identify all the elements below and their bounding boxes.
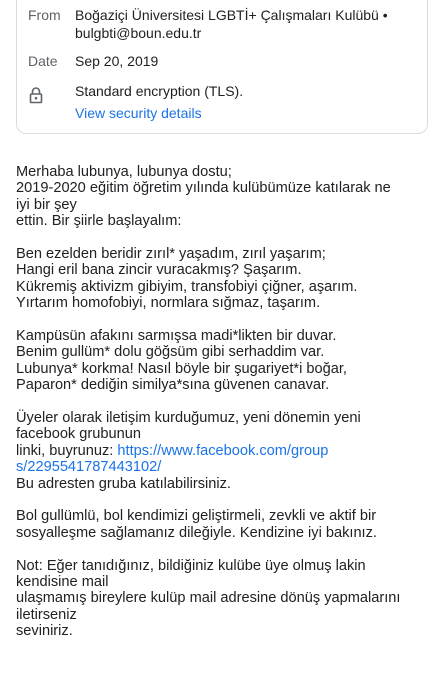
body-line: kendisine mail [16,574,109,591]
body-line: Not: Eğer tanıdığınız, bildiğiniz kulübe üye olmuş lakin [16,557,366,574]
from-value [75,6,421,42]
body-line [16,459,436,475]
body-line [16,443,436,459]
poem-line: Ben ezelden beridir zırıl* yaşadım, zırıl yaşarım; [16,246,326,263]
encryption-text: Standard encryption (TLS). [75,83,244,99]
poem-line: Paparon* dediğin similya*sına güvenen canavar. [16,377,330,394]
body-line: Merhaba lubunya, lubunya dostu; [16,164,232,180]
poem-line: Yırtarım homofobiyi, normlara sığmaz, taşarım. [16,295,321,312]
view-security-details-link[interactable]: View security details [75,105,202,121]
email-body [16,164,436,640]
link-prefix-text: linki, buyrunuz: [16,442,118,459]
body-line: Bol gullümlü, bol kendimizi geliştirmeli, zevkli ve aktif bir [16,508,377,525]
body-line: 2019-2020 eğitim öğretim yılında kulübümüze katılarak ne [16,180,391,197]
body-line: facebook grubunun [16,426,141,443]
sender-name: Boğaziçi Üniversitesi LGBTİ+ Çalışmaları Kulübü • [75,7,388,23]
poem-line: Hangi eril bana zincir vuracakmış? Şaşarım. [16,262,302,279]
facebook-group-link-continued[interactable]: s/2295541787443102/ [16,459,162,476]
poem-line: Kükremiş aktivizm gibiyim, transfobiyi çiğner, aşarım. [16,278,358,295]
body-line: sosyalleşme sağlamanız dileğiyle. Kendizine iyi bakınız. [16,524,377,541]
body-line: iyi bir şey [16,196,77,213]
date-label: Date [28,53,58,69]
date-value: Sep 20, 2019 [75,53,159,69]
body-line: Bu adresten gruba katılabilirsiniz. [16,475,231,492]
body-line: Üyeler olarak iletişim kurduğumuz, yeni dönemin yeni [16,410,361,427]
encryption-value [75,82,421,122]
poem-line: Benim gullüm* dolu göğsüm gibi serhaddim var. [16,344,325,361]
facebook-group-link[interactable]: https://www.facebook.com/group [117,442,329,459]
body-line: seviniriz. [16,623,73,640]
sender-email: bulgbti@boun.edu.tr [75,25,202,41]
from-label: From [28,7,61,23]
poem-line: Lubunya* korkma! Nasıl böyle bir şugariyet*i boğar, [16,360,347,377]
body-line: iletirseniz [16,606,77,623]
lock-icon [29,86,43,104]
body-line: ulaşmamış bireylere kulüp mail adresine dönüş yapmalarını [16,590,401,607]
poem-line: Kampüsün afakını sarmışsa madi*likten bir duvar. [16,328,337,345]
message-details-card [16,0,428,134]
body-line: ettin. Bir şiirle başlayalım: [16,213,182,230]
